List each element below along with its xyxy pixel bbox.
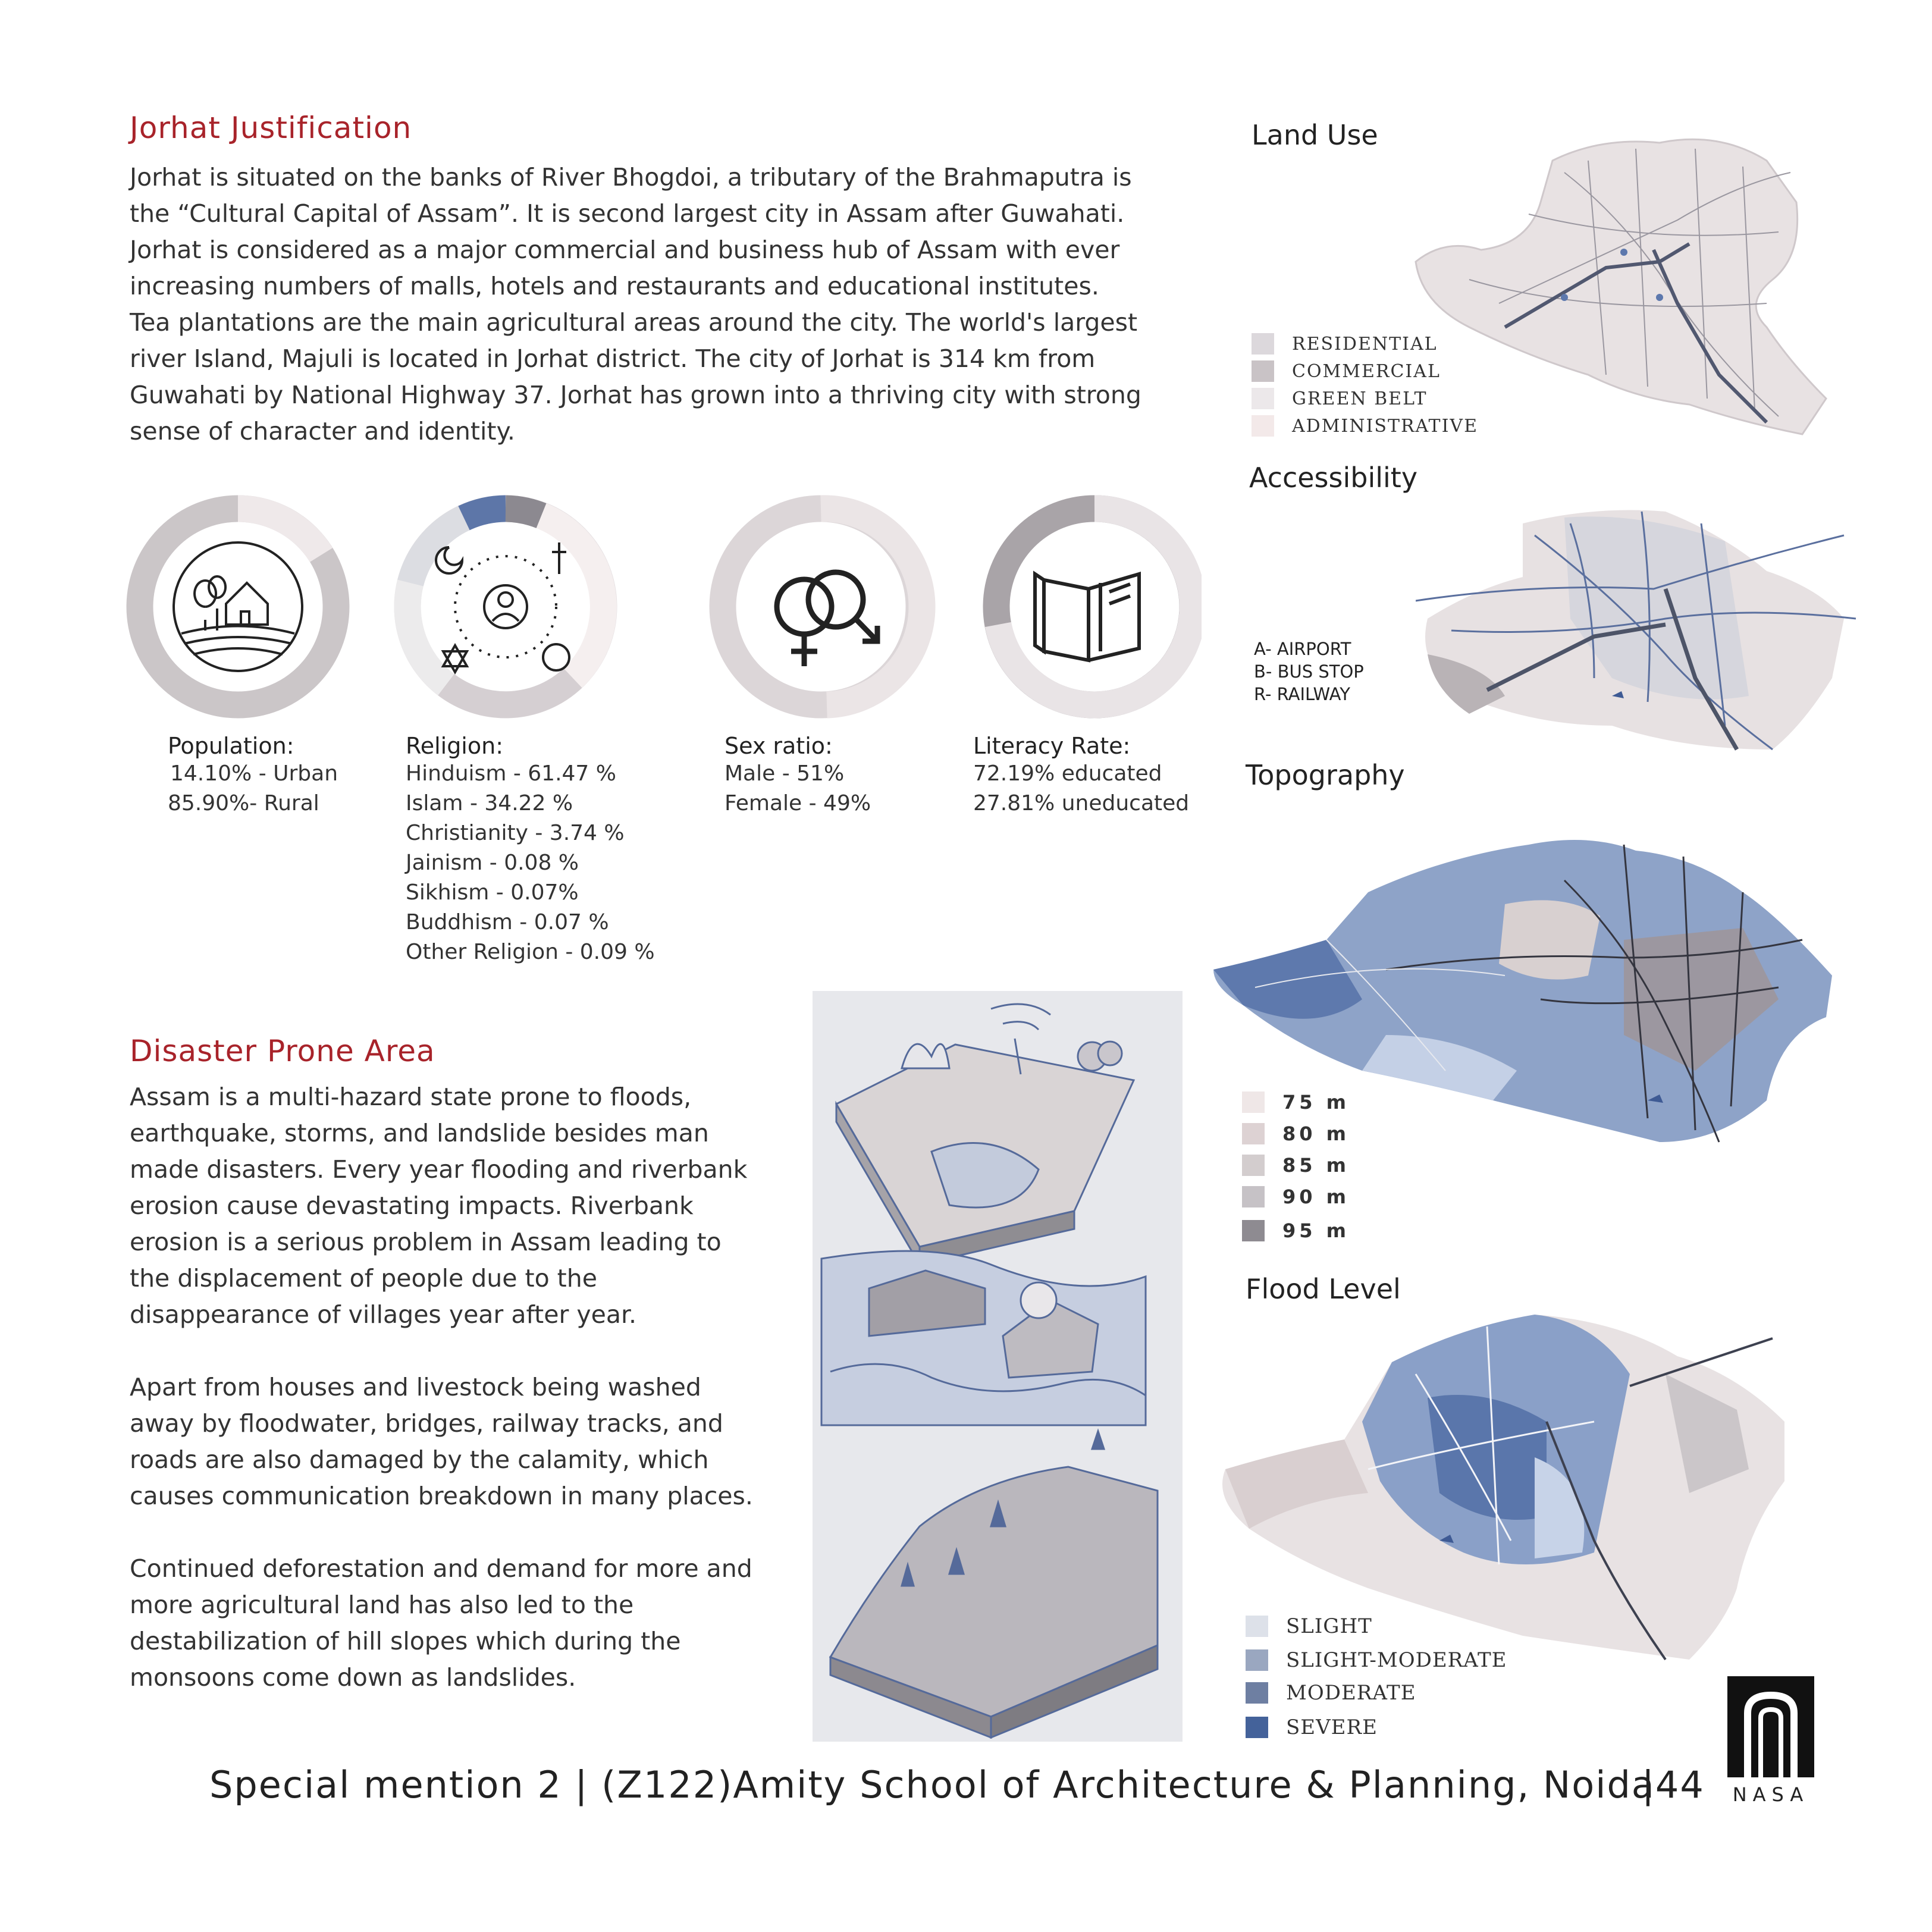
legend-swatch [1242,1092,1265,1113]
land-use-legend-row [1252,360,1441,382]
disaster-line: Assam is a multi-hazard state prone to floods, [130,1083,692,1111]
legend-swatch [1252,415,1274,437]
accessibility-legend-item: R- RAILWAY [1254,684,1350,704]
disaster-line: away by floodwater, bridges, railway tracks, and [130,1409,723,1438]
intro-line: river Island, Majuli is located in Jorhat district. The city of Jorhat is 314 km from [130,344,1096,373]
topography-legend-row [1242,1154,1350,1177]
religion-title: Religion: [406,733,504,759]
accessibility-legend-item: B- BUS STOP [1254,661,1364,682]
flood-legend-row [1246,1715,1378,1739]
intro-paragraph [130,159,1224,450]
religion-line: Islam - 34.22 % [406,791,573,816]
flood-level-title: Flood Level [1246,1273,1401,1305]
disaster-line: destabilization of hill slopes which during the [130,1627,681,1655]
population-donut [140,509,336,705]
page-number: |44 [1642,1763,1705,1806]
disaster-illustrations [813,991,1183,1742]
intro-line: the “Cultural Capital of Assam”. It is second largest city in Assam after Guwahati. [130,199,1125,228]
legend-label: COMMERCIAL [1292,360,1441,382]
legend-label: 75 m [1282,1091,1350,1114]
accessibility-legend [1254,638,1364,705]
legend-label: 90 m [1282,1185,1350,1208]
topography-map [1208,821,1838,1166]
disaster-line: made disasters. Every year flooding and riverbank [130,1155,748,1184]
legend-swatch [1246,1616,1268,1637]
legend-label: SLIGHT-MODERATE [1286,1648,1507,1672]
land-use-legend-row [1252,415,1478,437]
population-title: Population: [168,733,294,759]
accessibility-legend-item: A- AIRPORT [1254,639,1351,659]
population-line: 85.90%- Rural [168,791,319,816]
topography-legend-row [1242,1122,1350,1145]
religion-line: Jainism - 0.08 % [406,851,579,875]
sex-ratio-line: Male - 51% [724,761,845,786]
disaster-title: Disaster Prone Area [130,1034,435,1068]
stat-donuts [119,488,1202,738]
literacy-title: Literacy Rate: [973,733,1131,759]
religion-line: Hinduism - 61.47 % [406,761,616,786]
land-use-legend-row [1252,333,1438,355]
disaster-line: Continued deforestation and demand for more and [130,1554,752,1583]
intro-line: sense of character and identity. [130,417,515,446]
legend-label: RESIDENTIAL [1292,333,1438,355]
legend-label: SLIGHT [1286,1614,1372,1638]
disaster-line: the displacement of people due to the [130,1264,597,1293]
disaster-paragraphs [130,1079,775,1696]
intro-line: Guwahati by National Highway 37. Jorhat has grown into a thriving city with strong [130,381,1141,409]
population-stat [168,733,338,818]
land-use-title: Land Use [1252,119,1378,151]
landslide-illustration [830,1431,1158,1737]
intro-line: increasing numbers of malls, hotels and restaurants and educational institutes. [130,272,1099,300]
sex-ratio-line: Female - 49% [724,791,871,816]
literacy-line: 72.19% educated [973,761,1162,786]
legend-label: MODERATE [1286,1681,1416,1705]
topography-legend-row [1242,1185,1350,1208]
sex-ratio-stat [724,733,871,818]
literacy-donut [996,509,1193,705]
legend-swatch [1246,1682,1268,1704]
literacy-line: 27.81% uneducated [973,791,1190,816]
legend-label: 80 m [1282,1122,1350,1145]
legend-label: ADMINISTRATIVE [1292,415,1478,437]
land-use-legend-row [1252,388,1428,409]
legend-swatch [1242,1155,1265,1176]
nasa-logo-text: NASA [1732,1783,1809,1806]
topography-legend-row [1242,1219,1350,1242]
nasa-logo [1727,1676,1814,1806]
religion-line: Christianity - 3.74 % [406,821,625,845]
accessibility-map [1416,500,1868,761]
disaster-line: monsoons come down as landslides. [130,1663,576,1692]
religion-stat [406,733,655,967]
flood-houses-illustration [821,1251,1146,1425]
religion-line: Sikhism - 0.07% [406,880,579,905]
intro-title: Jorhat Justification [130,111,412,145]
flood-legend-row [1246,1681,1416,1705]
population-line: 14.10% - Urban [170,761,338,786]
hazard-landscape-illustration [836,1004,1134,1265]
intro-line: Jorhat is considered as a major commercial and business hub of Assam with ever [130,236,1120,264]
topography-title: Topography [1246,759,1405,791]
legend-swatch [1252,333,1274,355]
sex-ratio-donut [723,509,922,705]
religion-line: Buddhism - 0.07 % [406,910,609,934]
legend-swatch [1242,1123,1265,1144]
legend-label: 95 m [1282,1219,1350,1242]
legend-swatch [1242,1220,1265,1241]
legend-swatch [1246,1717,1268,1738]
disaster-line: roads are also damaged by the calamity, which [130,1445,709,1474]
legend-swatch [1252,388,1274,409]
footer-text: Special mention 2 | (Z122)Amity School of Architecture & Planning, Noida [209,1763,1655,1806]
legend-label: GREEN BELT [1292,388,1428,409]
disaster-line: more agricultural land has also led to the [130,1591,634,1619]
accessibility-title: Accessibility [1249,462,1418,494]
nasa-logo-mark [1727,1676,1814,1777]
intro-line: Jorhat is situated on the banks of River Bhogdoi, a tributary of the Brahmaputra is [130,163,1132,192]
disaster-line: erosion is a serious problem in Assam leading to [130,1228,722,1256]
flood-legend-row [1246,1648,1507,1672]
disaster-line: disappearance of villages year after year. [130,1300,637,1329]
sex-ratio-title: Sex ratio: [724,733,833,759]
disaster-line: Apart from houses and livestock being washed [130,1373,701,1401]
disaster-illustration-panel [813,991,1183,1742]
legend-swatch [1242,1186,1265,1208]
disaster-line: causes communication breakdown in many places. [130,1482,753,1510]
topography-legend-row [1242,1091,1350,1114]
religion-line: Other Religion - 0.09 % [406,940,655,964]
legend-label: SEVERE [1286,1715,1378,1739]
disaster-line: erosion cause devastating impacts. Riverbank [130,1191,694,1220]
legend-swatch [1246,1649,1268,1671]
disaster-line: earthquake, storms, and landslide besides man [130,1119,709,1147]
legend-swatch [1252,360,1274,382]
flood-legend-row [1246,1614,1372,1638]
intro-line: Tea plantations are the main agricultural areas around the city. The world's largest [130,308,1138,337]
literacy-stat [973,733,1189,818]
religion-donut [407,509,604,705]
legend-label: 85 m [1282,1154,1350,1177]
land-use-map [1410,125,1838,440]
